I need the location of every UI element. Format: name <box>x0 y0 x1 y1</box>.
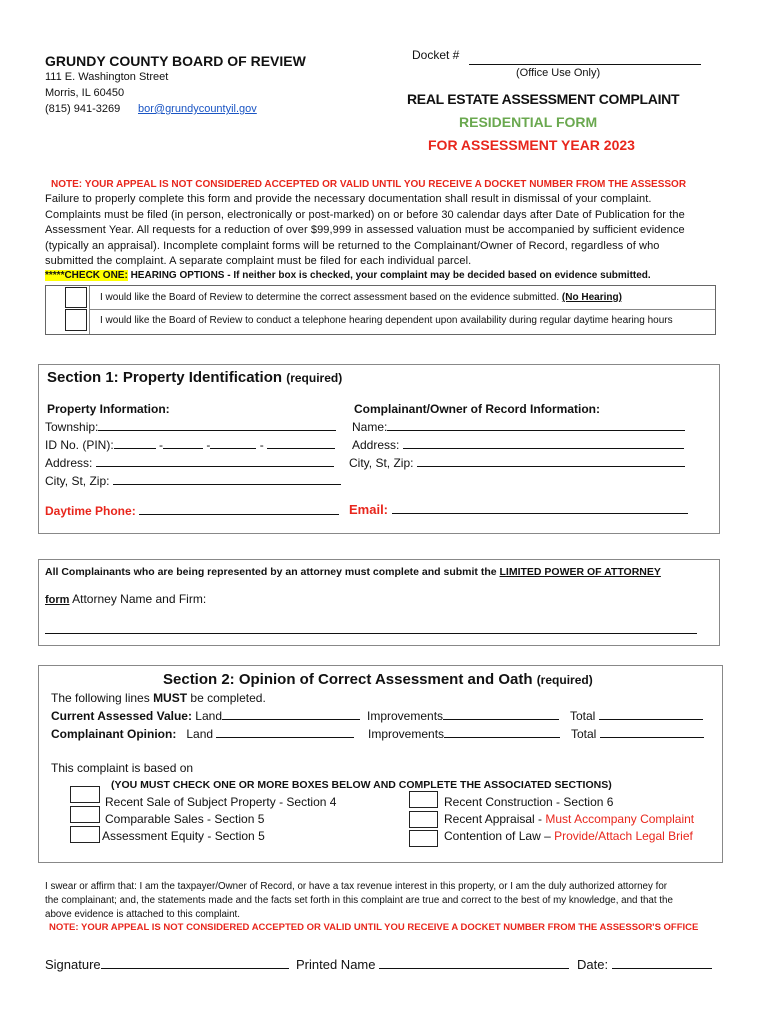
instruction-line: (typically an appraisal). Incomplete complaint forms will be returned to the Complainant/Owner of Record, regardless of who <box>45 239 660 252</box>
city-row <box>45 473 341 488</box>
check-one-highlight: *****CHECK ONE: <box>45 270 128 281</box>
current-value-row <box>51 708 360 723</box>
recent-sale-label: Recent Sale of Subject Property - Section 4 <box>105 795 337 809</box>
appraisal-text: Recent Appraisal - <box>444 812 546 826</box>
owner-city-label: City, St, Zip: <box>349 456 414 470</box>
recent-construction-checkbox[interactable] <box>409 791 438 808</box>
validity-note: NOTE: YOUR APPEAL IS NOT CONSIDERED ACCEPTED OR VALID UNTIL YOU RECEIVE A DOCKET NUMBER FROM THE ASSESSOR <box>51 179 687 190</box>
attorney-name-field[interactable] <box>45 621 697 634</box>
township-field[interactable] <box>98 419 336 431</box>
section2-required: (required) <box>536 673 593 687</box>
owner-city-row <box>349 455 685 470</box>
city-address: Morris, IL 60450 <box>45 87 125 99</box>
signature-label: Signature <box>45 957 101 972</box>
email-field[interactable] <box>392 502 688 514</box>
current-total-label: Total <box>570 709 596 723</box>
township-row <box>45 419 336 434</box>
recent-appraisal-checkbox[interactable] <box>409 811 438 828</box>
city-label: City, St, Zip: <box>45 474 110 488</box>
owner-name-row <box>352 419 685 434</box>
section2-intro <box>51 691 266 705</box>
current-value-label: Current Assessed Value: <box>51 709 192 723</box>
current-improvements <box>367 708 559 723</box>
opinion-improvements-field[interactable] <box>444 726 560 738</box>
street-address: 111 E. Washington Street <box>45 71 169 83</box>
contention-law-label <box>444 829 693 843</box>
current-land-label: Land <box>195 709 222 723</box>
attorney-name-label: Attorney Name and Firm: <box>69 592 207 606</box>
based-on-label: This complaint is based on <box>51 761 194 775</box>
instruction-line: Assessment Year. All requests for a reduction of over $99,999 in assessed valuation must be accompanied by sufficient evidence <box>45 224 685 236</box>
contention-requirement: Provide/Attach Legal Brief <box>554 829 693 843</box>
appraisal-requirement: Must Accompany Complaint <box>545 812 695 826</box>
section2-title <box>163 671 593 688</box>
date-row <box>577 957 712 972</box>
owner-name-field[interactable] <box>387 419 685 431</box>
oath-line: the complainant; and, the statements made and the facts set forth in this complaint are true and correct to the best of my knowledge, and that the <box>45 895 673 906</box>
address-label: Address: <box>45 456 93 470</box>
owner-address-field[interactable] <box>403 437 684 449</box>
phone-hearing-option: I would like the Board of Review to conduct a telephone hearing dependent upon availability during regular daytime hearing hours <box>100 315 673 326</box>
contention-law-checkbox[interactable] <box>409 830 438 847</box>
current-total-field[interactable] <box>599 708 703 720</box>
owner-address-label: Address: <box>352 438 400 452</box>
owner-city-field[interactable] <box>417 455 685 467</box>
opinion-total-label: Total <box>571 727 597 741</box>
recent-construction-label: Recent Construction - Section 6 <box>444 795 614 809</box>
current-land-field[interactable] <box>222 708 360 720</box>
comparable-sales-label: Comparable Sales - Section 5 <box>105 812 265 826</box>
poa-link-text[interactable]: LIMITED POWER OF ATTORNEY <box>499 566 661 578</box>
no-hearing-text: I would like the Board of Review to determine the correct assessment based on the evidence submitted. <box>100 292 560 303</box>
date-label: Date: <box>577 957 609 972</box>
contention-text: Contention of Law – <box>444 829 555 843</box>
opinion-total-field[interactable] <box>600 726 704 738</box>
email-link[interactable]: bor@grundycountyil.gov <box>138 103 257 115</box>
daytime-phone-field[interactable] <box>139 503 339 515</box>
attorney-name-row <box>45 592 206 606</box>
form-title: REAL ESTATE ASSESSMENT COMPLAINT <box>407 91 680 107</box>
pin-field-2[interactable] <box>163 437 203 449</box>
owner-info-heading: Complainant/Owner of Record Information: <box>354 402 601 416</box>
no-hearing-checkbox[interactable] <box>65 287 87 308</box>
pin-row: ID No. (PIN): - - - <box>45 437 335 452</box>
daytime-phone-row <box>45 503 339 518</box>
address-row <box>45 455 334 470</box>
docket-field[interactable] <box>469 51 701 65</box>
printed-name-row <box>296 957 569 972</box>
check-one-heading <box>45 270 651 281</box>
opinion-improvements-label: Improvements <box>368 727 445 741</box>
instruction-line: Failure to properly complete this form and provide the necessary documentation shall result in dismissal of your complaint. <box>45 193 652 205</box>
instruction-line: Complaints must be filed (in person, electronically or post-marked) on or before 30 calendar days after Date of Publication for the <box>45 208 685 221</box>
poa-form-word: form <box>45 594 70 606</box>
township-label: Township: <box>45 420 99 434</box>
comparable-sales-checkbox[interactable] <box>70 806 100 823</box>
intro-text-end: be completed. <box>187 691 266 705</box>
current-improvements-field[interactable] <box>443 708 559 720</box>
owner-address-row <box>352 437 684 452</box>
instructions-paragraph <box>45 192 715 270</box>
daytime-phone-label: Daytime Phone: <box>45 504 136 518</box>
attorney-text: All Complainants who are being represented by an attorney must complete and submit the <box>45 566 500 578</box>
signature-row <box>45 957 289 972</box>
section2-title-text: Section 2: Opinion of Correct Assessment and Oath <box>163 671 533 688</box>
instruction-line: submitted the complaint. A separate complaint must be filed for each individual parcel. <box>45 255 472 267</box>
no-hearing-tag: (No Hearing) <box>561 292 622 303</box>
email-label: Email: <box>349 502 389 517</box>
section1-required: (required) <box>286 371 343 385</box>
oath-line: I swear or affirm that: I am the taxpayer/Owner of Record, or have a tax revenue interest in this property, or I am the duly authorized attorney for <box>45 881 668 892</box>
opinion-land-field[interactable] <box>216 726 354 738</box>
pin-field-3[interactable] <box>210 437 256 449</box>
address-field[interactable] <box>96 455 334 467</box>
recent-sale-checkbox[interactable] <box>70 786 100 803</box>
email-row <box>349 502 688 517</box>
no-hearing-option <box>100 292 622 303</box>
phone-number: (815) 941-3269 <box>45 103 121 115</box>
assessment-equity-checkbox[interactable] <box>70 826 100 843</box>
org-name: GRUNDY COUNTY BOARD OF REVIEW <box>45 53 306 69</box>
current-improvements-label: Improvements <box>367 709 444 723</box>
intro-must: MUST <box>153 691 188 705</box>
printed-name-label: Printed Name <box>296 957 376 972</box>
section1-title-text: Section 1: Property Identification <box>47 369 283 386</box>
pin-label: ID No. (PIN): <box>45 438 114 452</box>
docket-label: Docket # <box>412 48 460 62</box>
opinion-label: Complainant Opinion: <box>51 727 177 741</box>
printed-name-field[interactable] <box>379 957 569 969</box>
signature-field[interactable] <box>101 957 289 969</box>
opinion-improvements <box>368 726 560 741</box>
oath-line: above evidence is attached to this complaint. <box>45 909 240 920</box>
section1-title <box>47 369 342 386</box>
owner-name-label: Name: <box>352 420 388 434</box>
city-field[interactable] <box>113 473 341 485</box>
attorney-instruction <box>45 566 661 578</box>
oath-statement <box>45 880 673 922</box>
check-instruction: (YOU MUST CHECK ONE OR MORE BOXES BELOW AND COMPLETE THE ASSOCIATED SECTIONS) <box>111 779 612 791</box>
pin-field-1[interactable] <box>114 437 156 449</box>
recent-appraisal-label <box>444 812 694 826</box>
assessment-equity-label: Assessment Equity - Section 5 <box>102 829 265 843</box>
pin-field-4[interactable] <box>267 437 335 449</box>
oath-note: NOTE: YOUR APPEAL IS NOT CONSIDERED ACCEPTED OR VALID UNTIL YOU RECEIVE A DOCKET NUMBER FROM THE ASSESSOR'S OFFICE <box>49 922 699 933</box>
opinion-total <box>571 726 704 741</box>
current-total <box>570 708 703 723</box>
property-info-heading: Property Information: <box>47 402 170 416</box>
assessment-year: FOR ASSESSMENT YEAR 2023 <box>428 137 635 153</box>
opinion-land-label: Land <box>186 727 214 741</box>
office-use-label: (Office Use Only) <box>516 67 601 79</box>
opinion-row <box>51 726 354 741</box>
phone-hearing-checkbox[interactable] <box>65 309 87 331</box>
form-subtitle: RESIDENTIAL FORM <box>459 114 598 130</box>
check-one-text: HEARING OPTIONS - If neither box is checked, your complaint may be decided based on evidence submitted. <box>127 270 651 281</box>
intro-text: The following lines <box>51 691 154 705</box>
date-field[interactable] <box>612 957 712 969</box>
